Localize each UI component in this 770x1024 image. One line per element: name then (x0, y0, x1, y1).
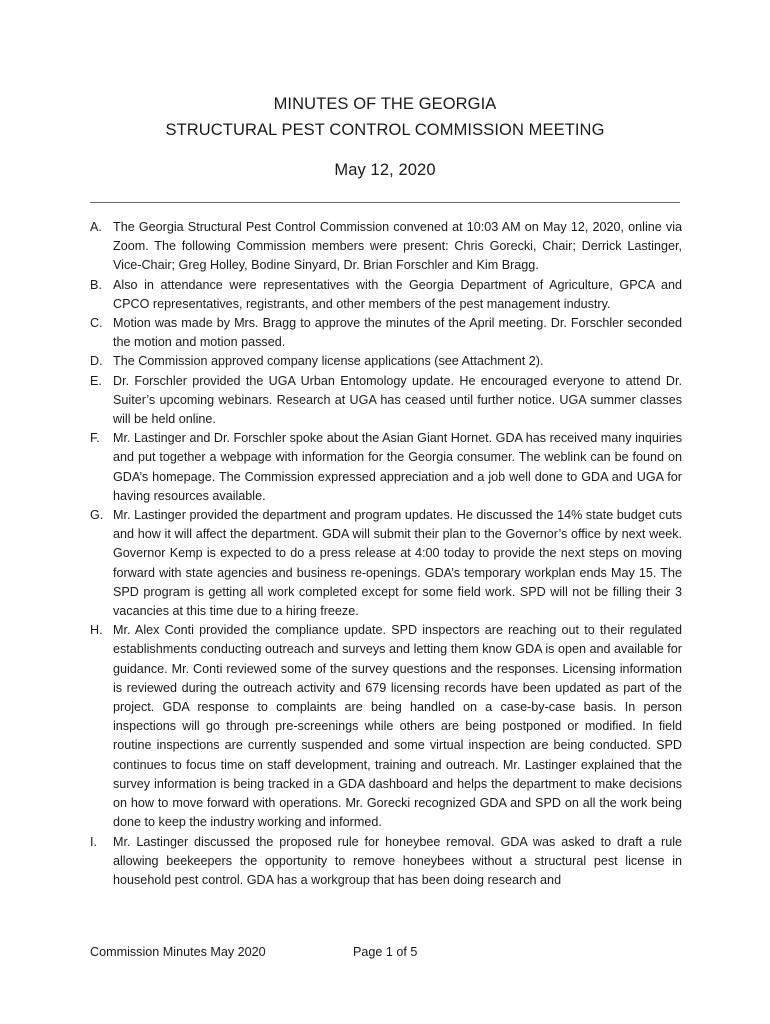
horizontal-divider (90, 202, 680, 203)
item-text: Mr. Lastinger and Dr. Forschler spoke about the Asian Giant Hornet. GDA has received many inquiries and put together a webpage with information for the Georgia consumer. The weblink can be found on GDA’s homepage. The Commission expressed appreciation and a job well done to GDA and UGA for having resources available. (113, 431, 682, 503)
minutes-item-a (90, 218, 682, 276)
item-text: The Georgia Structural Pest Control Commission convened at 10:03 AM on May 12, 2020, online via Zoom. The following Commission members were present: Chris Gorecki, Chair; Derrick Lastinger, Vice-Chair; Greg Holley, Bodine Sinyard, Dr. Brian Forschler and Kim Bragg. (113, 220, 682, 273)
minutes-item-h (90, 621, 682, 832)
item-label: B. (90, 277, 102, 292)
document-title-line-1: MINUTES OF THE GEORGIA (273, 95, 497, 113)
item-label: G. (90, 508, 104, 523)
item-label: H. (90, 623, 103, 638)
item-label: A. (90, 220, 102, 234)
minutes-item-f (90, 429, 682, 506)
item-text: Motion was made by Mrs. Bragg to approve the minutes of the April meeting. Dr. Forschler seconded the motion and motion passed. (113, 316, 682, 350)
item-text: Mr. Lastinger discussed the proposed rule for honeybee removal. GDA was asked to draft a rule allowing beekeepers the opportunity to remove honeybees without a structural pest license in household pest control. GDA has a workgroup that has been doing research and (113, 834, 682, 887)
item-text: Mr. Alex Conti provided the compliance update. SPD inspectors are reaching out to their regulated establishments conducting outreach and surveys and letting them know GDA is open and available for guidance. Mr. Conti reviewed some of the survey questions and the responses. Licensing information is reviewed during the outreach activity and 679 licensing records have been updated as part of the project. GDA response to complaints are being handled on a case-by-case basis. In person inspections will go through pre-screenings while others are being postponed or modified. In field routine inspections are currently suspended and some virtual inspection are being conducted. SPD continues to focus time on staff development, training and outreach. Mr. Lastinger explained that the survey information is being tracked in a GDA dashboard and helps the department to make decisions on how to move forward with operations. Mr. Gorecki recognized GDA and SPD on all the work being done to keep the industry working and informed. (113, 623, 682, 830)
document-title-line-2: STRUCTURAL PEST CONTROL COMMISSION MEETING (165, 121, 605, 139)
minutes-item-c (90, 314, 682, 352)
item-label: D. (90, 354, 103, 369)
item-text: Dr. Forschler provided the UGA Urban Entomology update. He encouraged everyone to attend Dr. Suiter’s upcoming webinars. Research at UGA has ceased until further notice. UGA summer classes will be held online. (113, 373, 682, 427)
minutes-item-b (90, 276, 682, 314)
item-label: F. (90, 431, 100, 446)
item-label: E. (90, 373, 102, 388)
minutes-list (90, 218, 682, 890)
minutes-item-d (90, 352, 682, 371)
minutes-item-g (90, 506, 682, 621)
footer-document-name: Commission Minutes May 2020 (90, 945, 266, 959)
meeting-date: May 12, 2020 (334, 161, 436, 179)
minutes-item-i (90, 833, 682, 891)
item-text: Mr. Lastinger provided the department and program updates. He discussed the 14% state budget cuts and how it will affect the department. GDA will submit their plan to the Governor’s office by next week. Governor Kemp is expected to do a press release at 4:00 today to provide the next steps on moving forward with state agencies and business re-openings. GDA’s temporary workplan ends May 15. The SPD program is getting all work completed except for some field work. SPD will not be filling their 3 vacancies at this time due to a hiring freeze. (113, 508, 682, 619)
item-label: I. (90, 834, 97, 849)
item-label: C. (90, 316, 103, 331)
item-text: The Commission approved company license applications (see Attachment 2). (113, 354, 544, 369)
footer-page-number: Page 1 of 5 (353, 945, 418, 959)
minutes-item-e (90, 372, 682, 430)
item-text: Also in attendance were representatives with the Georgia Department of Agriculture, GPCA and CPCO representatives, registrants, and other members of the pest management industry. (113, 277, 682, 311)
